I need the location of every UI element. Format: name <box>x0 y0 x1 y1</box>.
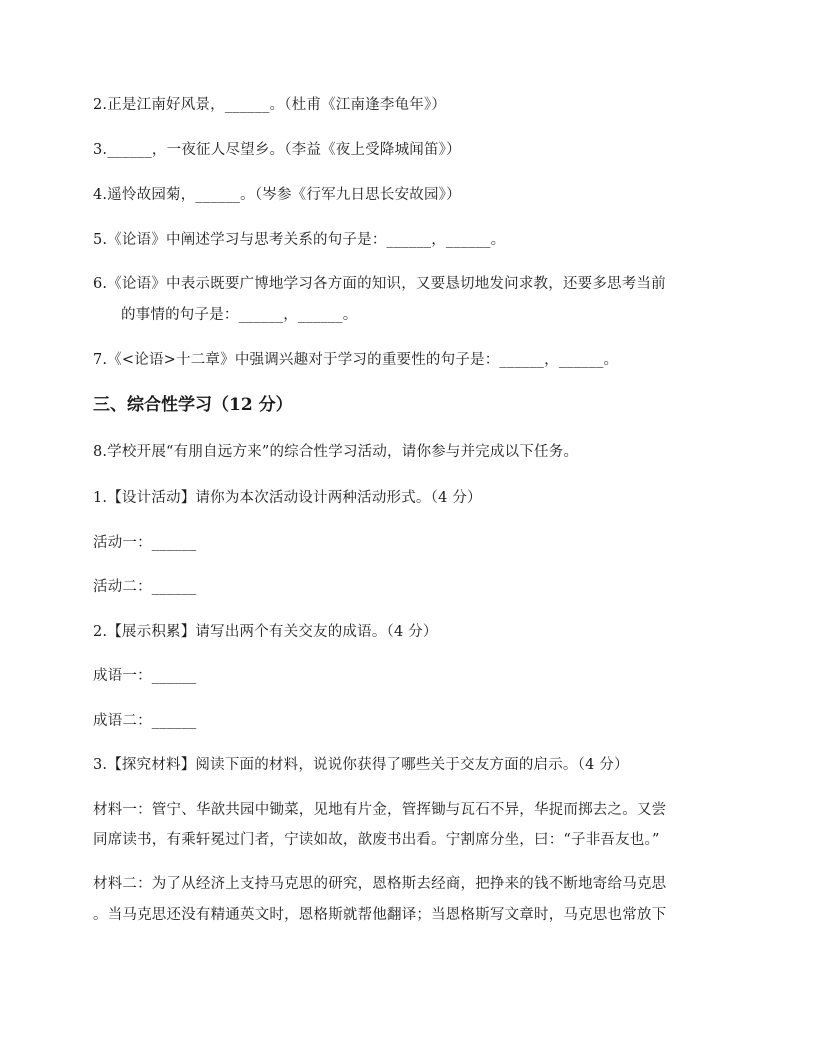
task-3-explore-material: 3.【探究材料】阅读下面的材料，说说你获得了哪些关于交友方面的启示。（4 分） <box>93 757 629 773</box>
task-2-idioms: 2.【展示积累】请写出两个有关交友的成语。（4 分） <box>93 624 438 640</box>
material-two-line-1: 材料二：为了从经济上支持马克思的研究，恩格斯去经商，把挣来的钱不断地寄给马克思 <box>93 876 667 892</box>
question-line-5: 5.《论语》中阐述学习与思考关系的句子是：______，______。 <box>93 232 506 248</box>
question-line-2: 2.正是江南好风景，______。（杜甫《江南逢李龟年》） <box>93 97 447 113</box>
task-1-design-activity: 1.【设计活动】请你为本次活动设计两种活动形式。（4 分） <box>93 490 482 506</box>
material-one-line-1: 材料一：管宁、华歆共园中锄菜，见地有片金，管挥锄与瓦石不异，华捉而掷去之。又尝 <box>93 802 667 818</box>
material-two-line-2: 。当马克思还没有精通英文时，恩格斯就帮他翻译；当恩格斯写文章时，马克思也常放下 <box>93 907 667 923</box>
idiom-one-blank: 成语一：______ <box>93 668 197 684</box>
question-line-6-continued: 的事情的句子是：______，______。 <box>121 307 358 323</box>
question-8-intro: 8.学校开展“有朋自远方来”的综合性学习活动，请你参与并完成以下任务。 <box>93 444 579 460</box>
idiom-two-blank: 成语二：______ <box>93 713 197 729</box>
question-line-7: 7.《<论语>十二章》中强调兴趣对于学习的重要性的句子是：______，______。 <box>93 352 619 368</box>
material-one-line-2: 同席读书，有乘轩冕过门者，宁读如故，歆废书出看。宁割席分坐，曰：“子非吾友也。” <box>93 832 660 848</box>
activity-one-blank: 活动一：______ <box>93 535 197 551</box>
activity-two-blank: 活动二：______ <box>93 579 197 595</box>
section-heading: 三、综合性学习（12 分） <box>93 395 293 415</box>
question-line-3: 3.______，一夜征人尽望乡。（李益《夜上受降城闻笛》） <box>93 142 461 158</box>
question-line-4: 4.遥怜故园菊，______。（岑参《行军九日思长安故园》） <box>93 187 461 203</box>
question-line-6: 6.《论语》中表示既要广博地学习各方面的知识，又要恳切地发问求教，还要多思考当前 <box>93 276 666 292</box>
